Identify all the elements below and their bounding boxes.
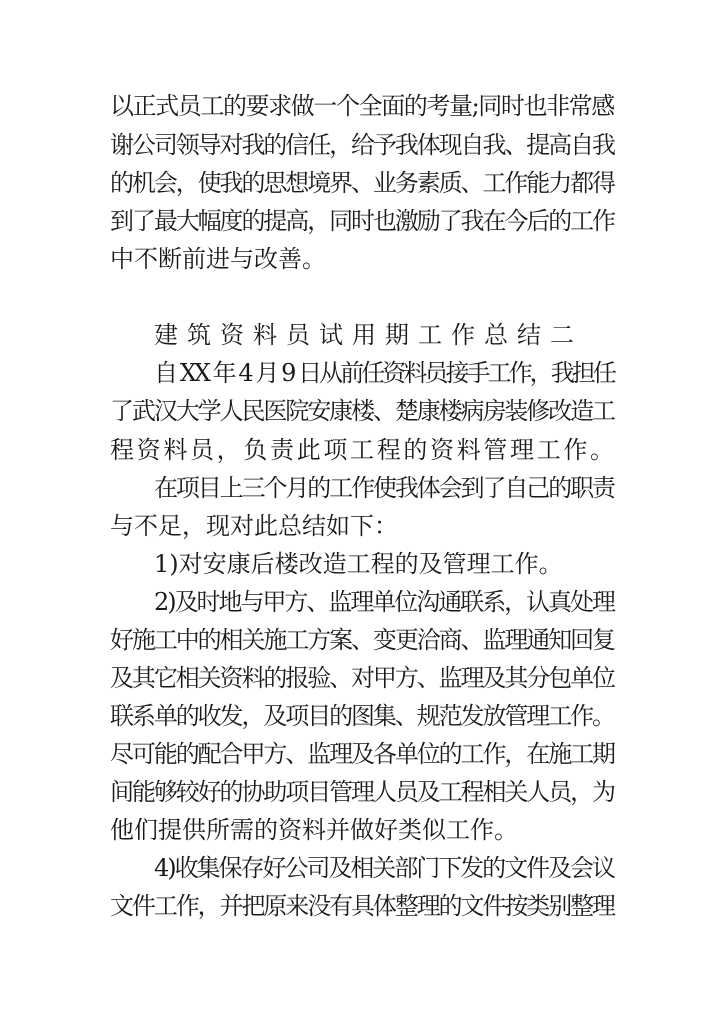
list-item: 1)对安康后楼改造工程的及管理工作。 bbox=[154, 550, 563, 578]
text-line: 以正式员工的要求做一个全面的考量;同时也非常感 bbox=[110, 92, 614, 120]
text-line: 尽可能的配合甲方、监理及各单位的工作，在施工期 bbox=[110, 740, 614, 768]
text-line: 谢公司领导对我的信任，给予我体现自我、提高自我 bbox=[110, 131, 614, 159]
text-line: 文件工作，并把原来没有具体整理的文件按类别整理 bbox=[110, 892, 614, 920]
section-title: 建筑资料员试用期工作总结二 bbox=[154, 321, 583, 349]
text-line: 到了最大幅度的提高，同时也激励了我在今后的工作 bbox=[110, 207, 614, 235]
text-line: 了武汉大学人民医院安康楼、楚康楼病房装修改造工 bbox=[110, 397, 614, 425]
text-line: 他们提供所需的资料并做好类似工作。 bbox=[110, 816, 518, 844]
text-line: 联系单的收发，及项目的图集、规范发放管理工作。 bbox=[110, 702, 614, 730]
list-item: 2)及时地与甲方、监理单位沟通联系，认真处理 bbox=[154, 588, 614, 616]
text-line: 的机会，使我的思想境界、业务素质、工作能力都得 bbox=[110, 169, 614, 197]
text-line: 好施工中的相关施工方案、变更洽商、监理通知回复 bbox=[110, 626, 614, 654]
text-line: 及其它相关资料的报验、对甲方、监理及其分包单位 bbox=[110, 664, 614, 692]
text-line: 自 XX 年 4 月 9 日从前任资料员接手工作，我担任 bbox=[154, 359, 614, 387]
list-item: 4)收集保存好公司及相关部门下发的文件及会议 bbox=[154, 854, 614, 882]
text-line: 间能够较好的协助项目管理人员及工程相关人员，为 bbox=[110, 778, 614, 806]
text-line: 与不足，现对此总结如下： bbox=[110, 512, 398, 540]
text-line: 程资料员，负责此项工程的资料管理工作。 bbox=[110, 436, 617, 464]
text-line: 在项目上三个月的工作使我体会到了自己的职责 bbox=[154, 474, 614, 502]
text-line: 中不断前进与改善。 bbox=[110, 245, 326, 273]
